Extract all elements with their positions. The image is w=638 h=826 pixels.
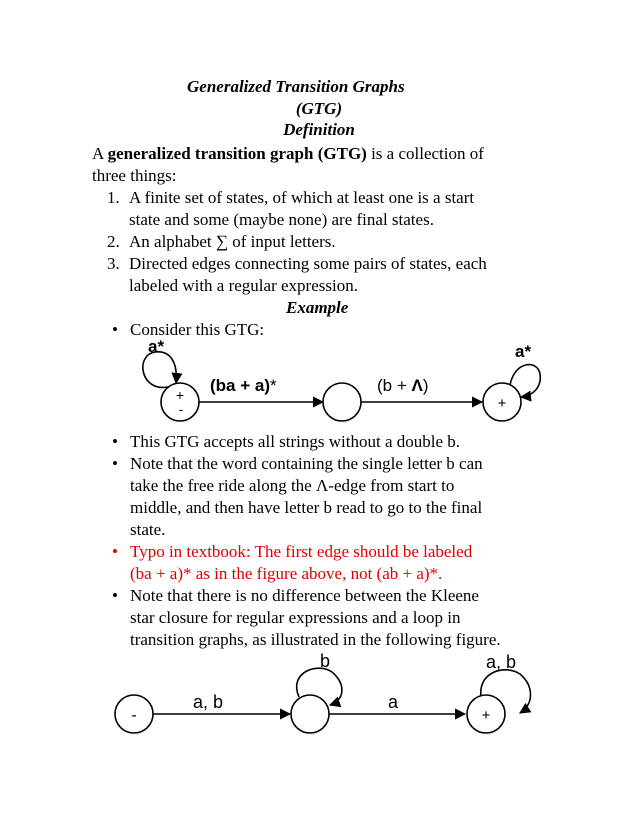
bullet-symbol: • (112, 542, 118, 561)
final-loop-label: a, b (486, 652, 517, 672)
intro-prefix: A (92, 144, 108, 163)
bullet-symbol: • (112, 320, 118, 339)
list-item: An alphabet ∑ of input letters. (129, 232, 336, 251)
final-loop-label: a* (515, 342, 532, 361)
edge1-label (210, 376, 277, 395)
intro-term: generalized transition graph (GTG) (107, 144, 367, 163)
definition-heading: Definition (283, 120, 355, 139)
start-loop-label: a* (148, 337, 165, 356)
middle-state (323, 383, 361, 421)
typo-note: (ba + a)* as in the figure above, not (ab + a)*. (130, 564, 443, 583)
bullet-symbol: • (112, 586, 118, 605)
item-number: 3. (107, 254, 120, 273)
kleene-figure (115, 651, 531, 733)
list-item: Directed edges connecting some pairs of states, each (129, 254, 487, 273)
edge2-open: (b + (377, 376, 412, 395)
edge2-lambda: Λ (411, 376, 423, 395)
edge1-star: * (270, 376, 277, 395)
start-loop-edge (143, 352, 176, 388)
edge2-close: ) (422, 376, 429, 395)
final-plus-label: + (481, 707, 491, 724)
page-title: Generalized Transition Graphs (187, 77, 405, 96)
bullet-text: star closure for regular expressions and a loop in (130, 608, 461, 627)
bullet-text: Note that the word containing the single letter b can (130, 454, 483, 473)
bullet-text: state. (130, 520, 166, 539)
page-subtitle: (GTG) (295, 99, 343, 118)
list-item: labeled with a regular expression. (129, 276, 358, 295)
bullet-symbol: • (112, 432, 118, 451)
edge2-label (377, 376, 429, 395)
edge2-label: a (388, 692, 399, 712)
bullet-symbol: • (112, 454, 118, 473)
middle-state (291, 695, 329, 733)
item-number: 1. (107, 188, 120, 207)
gtg-figure (143, 337, 540, 421)
bullet-text: Consider this GTG: (130, 320, 265, 339)
start-plus-label: + (175, 387, 185, 403)
example-heading: Example (286, 298, 349, 317)
edge1-expr: (ba + a) (210, 376, 270, 395)
bullet-text: middle, and then have letter b read to go to the final (130, 498, 483, 517)
bullet-text: take the free ride along the Λ-edge from start to (130, 476, 455, 495)
bullet-text: Note that there is no difference between the Kleene (130, 586, 479, 605)
item-number: 2. (107, 232, 120, 251)
intro-line-2: three things: (92, 166, 177, 185)
edge1-label: a, b (193, 692, 224, 712)
bullet-text: transition graphs, as illustrated in the following figure. (130, 630, 501, 649)
start-minus-label: - (178, 401, 184, 417)
list-item: A finite set of states, of which at least one is a start (129, 188, 475, 207)
final-plus-label: + (497, 395, 507, 412)
start-minus-label: - (131, 707, 137, 724)
typo-note: Typo in textbook: The first edge should be labeled (130, 542, 473, 561)
bullet-text: This GTG accepts all strings without a double b. (130, 432, 461, 451)
middle-loop-label: b (320, 651, 331, 671)
list-item: state and some (maybe none) are final states. (129, 210, 434, 229)
intro-suffix: is a collection of (366, 144, 484, 163)
